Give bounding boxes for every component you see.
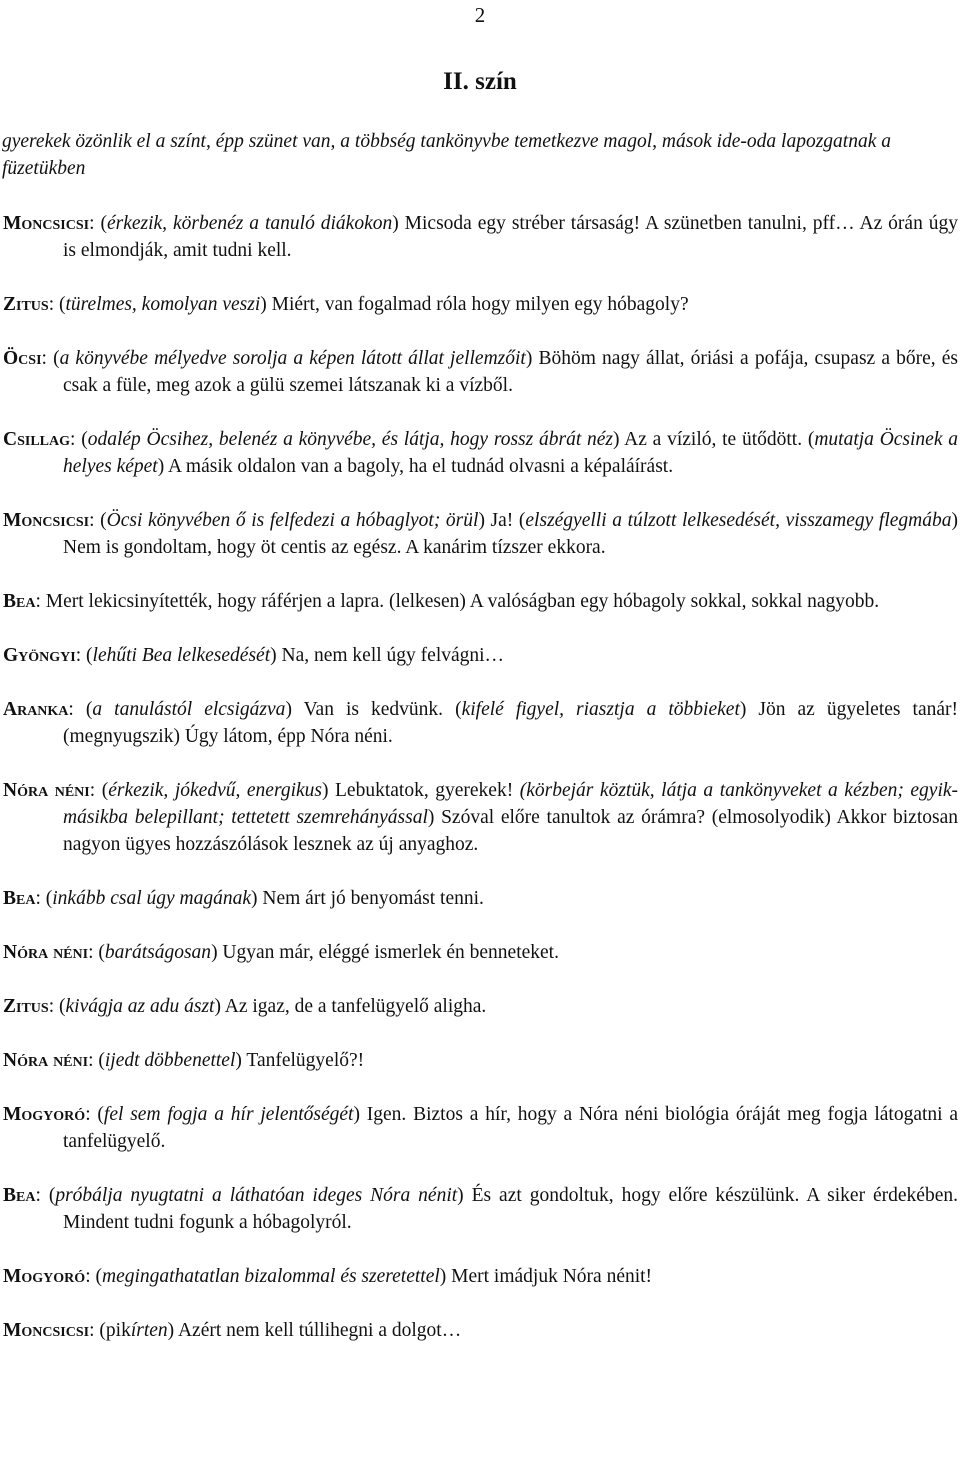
speaker-colon: : (35, 888, 46, 909)
dialogue-line (3, 426, 958, 480)
speaker-name: Aranka (3, 699, 69, 720)
dialogue-line (3, 1263, 958, 1290)
speaker-name: Nóra néni (3, 780, 90, 801)
speaker-name: Moncsicsi (3, 213, 90, 234)
speaker-colon: : (68, 699, 86, 720)
spoken-text: ( (85, 699, 93, 720)
spoken-text: ) Szóval előre tanultok az órámra? (elmosolyodik) Akkor biztosan nagyon ügyes hozzászólások lesznek az új anyaghoz. (63, 807, 958, 855)
stage-direction: (körbejár köztük, látja a tankönyveket a kézben; egyik-másikba belepillant; tettetett szemrehányással (63, 780, 959, 828)
spoken-text: ) Böhöm nagy állat, óriási a pofája, csupasz a bőre, és csak a füle, meg azok a gülü szemei látszanak ki a vízből. (63, 348, 958, 396)
spoken-text: ( (45, 888, 53, 909)
speaker-colon: : (35, 591, 46, 612)
speaker-name: Öcsi (3, 348, 42, 369)
stage-direction: mutatja Öcsinek a helyes képet (63, 429, 959, 477)
speaker-name: Csillag (3, 429, 70, 450)
speaker-colon: : (48, 996, 59, 1017)
stage-direction: érkezik, körbenéz a tanuló diákokon (106, 213, 393, 234)
stage-direction: megingathatatlan bizalommal és szeretettel (101, 1266, 440, 1287)
dialogue-line (3, 696, 958, 750)
spoken-text: ( (100, 213, 107, 234)
spoken-text: (pik (99, 1320, 131, 1341)
speaker-colon: : (88, 942, 99, 963)
stage-direction: fel sem fogja a hír jelentőségét (103, 1104, 354, 1125)
spoken-text: ( (53, 348, 60, 369)
stage-direction: Öcsi könyvében ő is felfedezi a hóbaglyot; örül (106, 510, 479, 531)
dialogue-line (3, 939, 958, 966)
dialogue-line (3, 345, 958, 399)
speaker-colon: : (35, 1185, 49, 1206)
spoken-text: ( (48, 1185, 56, 1206)
stage-direction: írten (130, 1320, 168, 1341)
speaker-colon: : (75, 645, 87, 666)
stage-direction: a könyvébe mélyedve sorolja a képen látott állat jellemzőit (59, 348, 526, 369)
speaker-colon: : (89, 1320, 100, 1341)
spoken-text: ( (98, 1050, 105, 1071)
spoken-text: ( (81, 429, 88, 450)
spoken-text: ) Lebuktatok, gyerekek! (321, 780, 520, 801)
stage-direction: kivágja az adu ászt (65, 996, 215, 1017)
dialogue-line (3, 291, 958, 318)
dialogue-line (3, 1101, 958, 1155)
spoken-text: ) Tanfelügyelő?! (235, 1050, 365, 1071)
spoken-text: ( (100, 510, 107, 531)
speaker-name: Moncsicsi (3, 510, 90, 531)
speaker-name: Bea (3, 591, 36, 612)
speaker-colon: : (89, 780, 102, 801)
stage-direction: érkezik, jókedvű, energikus (108, 780, 322, 801)
spoken-text: ) Igen. Biztos a hír, hogy a Nóra néni biológia óráját meg fogja látogatni a tanfelügyelő. (63, 1104, 959, 1152)
speaker-colon: : (41, 348, 54, 369)
speaker-colon: : (48, 294, 59, 315)
spoken-text: ) Az a víziló, te ütődött. ( (613, 429, 815, 450)
spoken-text: ) Miért, van fogalmad róla hogy milyen egy hóbagoly? (260, 294, 689, 315)
dialogue-line (3, 1182, 958, 1236)
stage-direction: lehűti Bea lelkesedését (92, 645, 271, 666)
dialogue-line (3, 993, 958, 1020)
spoken-text: ) A másik oldalon van a bagoly, ha el tudnád olvasni a képaláírást. (157, 456, 674, 477)
spoken-text: ) Nem árt jó benyomást tenni. (251, 888, 484, 909)
speaker-colon: : (89, 510, 101, 531)
speaker-name: Moncsicsi (3, 1320, 90, 1341)
dialogue-line (3, 1317, 958, 1344)
spoken-text: ( (59, 294, 66, 315)
stage-direction: türelmes, komolyan veszi (65, 294, 261, 315)
spoken-text: ) Azért nem kell túllihegni a dolgot… (167, 1320, 462, 1341)
dialogue-line (3, 1047, 958, 1074)
spoken-text: ( (95, 1266, 102, 1287)
spoken-text: ) Ja! ( (478, 510, 526, 531)
stage-direction: próbálja nyugtatni a láthatóan ideges Nóra nénit (55, 1185, 458, 1206)
speaker-name: Mogyoró (3, 1104, 86, 1125)
stage-direction: odalép Öcsihez, belenéz a könyvébe, és látja, hogy rossz ábrát néz (87, 429, 613, 450)
spoken-text: ) Jön az ügyeletes tanár! (megnyugszik) Úgy látom, épp Nóra néni. (63, 699, 958, 747)
spoken-text: ( (98, 942, 105, 963)
dialogue (3, 210, 958, 1371)
speaker-colon: : (88, 1050, 99, 1071)
spoken-text: ( (101, 780, 109, 801)
spoken-text: ) Az igaz, de a tanfelügyelő aligha. (214, 996, 487, 1017)
spoken-text: ) És azt gondoltuk, hogy előre készülünk. A siker érdekében. Mindent tudni fogunk a hóbagolyról. (63, 1185, 958, 1233)
speaker-name: Zitus (3, 996, 49, 1017)
spoken-text: Mert lekicsinyítették, hogy ráférjen a lapra. (lelkesen) A valóságban egy hóbagoly sokkal, sokkal nagyobb. (45, 591, 880, 612)
dialogue-line (3, 507, 958, 561)
speaker-colon: : (85, 1104, 98, 1125)
stage-direction-intro: gyerekek özönlik el a színt, épp szünet van, a többség tankönyvbe temetkezve magol, mások ide-oda lapozgatnak a füzetükben (2, 131, 892, 179)
dialogue-line (3, 777, 958, 858)
stage-direction: inkább csal úgy magának (52, 888, 252, 909)
speaker-name: Bea (3, 888, 36, 909)
stage-direction: a tanulástól elcsigázva (92, 699, 286, 720)
scene-title: II. szín (443, 68, 517, 95)
stage-direction: barátságosan (104, 942, 212, 963)
stage-direction: ijedt döbbenettel (104, 1050, 236, 1071)
dialogue-line (3, 588, 958, 615)
dialogue-line (3, 210, 958, 264)
speaker-name: Bea (3, 1185, 36, 1206)
speaker-name: Nóra néni (3, 942, 89, 963)
dialogue-line (3, 885, 958, 912)
speaker-name: Gyöngyi (3, 645, 76, 666)
spoken-text: ( (97, 1104, 104, 1125)
speaker-colon: : (89, 213, 101, 234)
spoken-text: ) Nem is gondoltam, hogy öt centis az egész. A kanárim tízszer ekkora. (63, 510, 958, 558)
speaker-name: Zitus (3, 294, 49, 315)
spoken-text: ) Ugyan már, eléggé ismerlek én benneteket. (211, 942, 559, 963)
page-number: 2 (474, 3, 486, 27)
speaker-colon: : (85, 1266, 96, 1287)
spoken-text: ) Micsoda egy stréber társaság! A szünetben tanulni, pff… Az órán úgy is elmondják, amit tudni kell. (63, 213, 958, 261)
spoken-text: ( (59, 996, 66, 1017)
stage-direction: kifelé figyel, riasztja a többieket (461, 699, 740, 720)
spoken-text: ) Mert imádjuk Nóra nénit! (439, 1266, 653, 1287)
stage-direction: elszégyelli a túlzott lelkesedését, visszamegy flegmába (525, 510, 952, 531)
speaker-colon: : (70, 429, 82, 450)
spoken-text: ) Van is kedvünk. ( (285, 699, 462, 720)
dialogue-line (3, 642, 958, 669)
speaker-name: Mogyoró (3, 1266, 86, 1287)
speaker-name: Nóra néni (3, 1050, 89, 1071)
spoken-text: ( (86, 645, 93, 666)
spoken-text: ) Na, nem kell úgy felvágni… (270, 645, 505, 666)
